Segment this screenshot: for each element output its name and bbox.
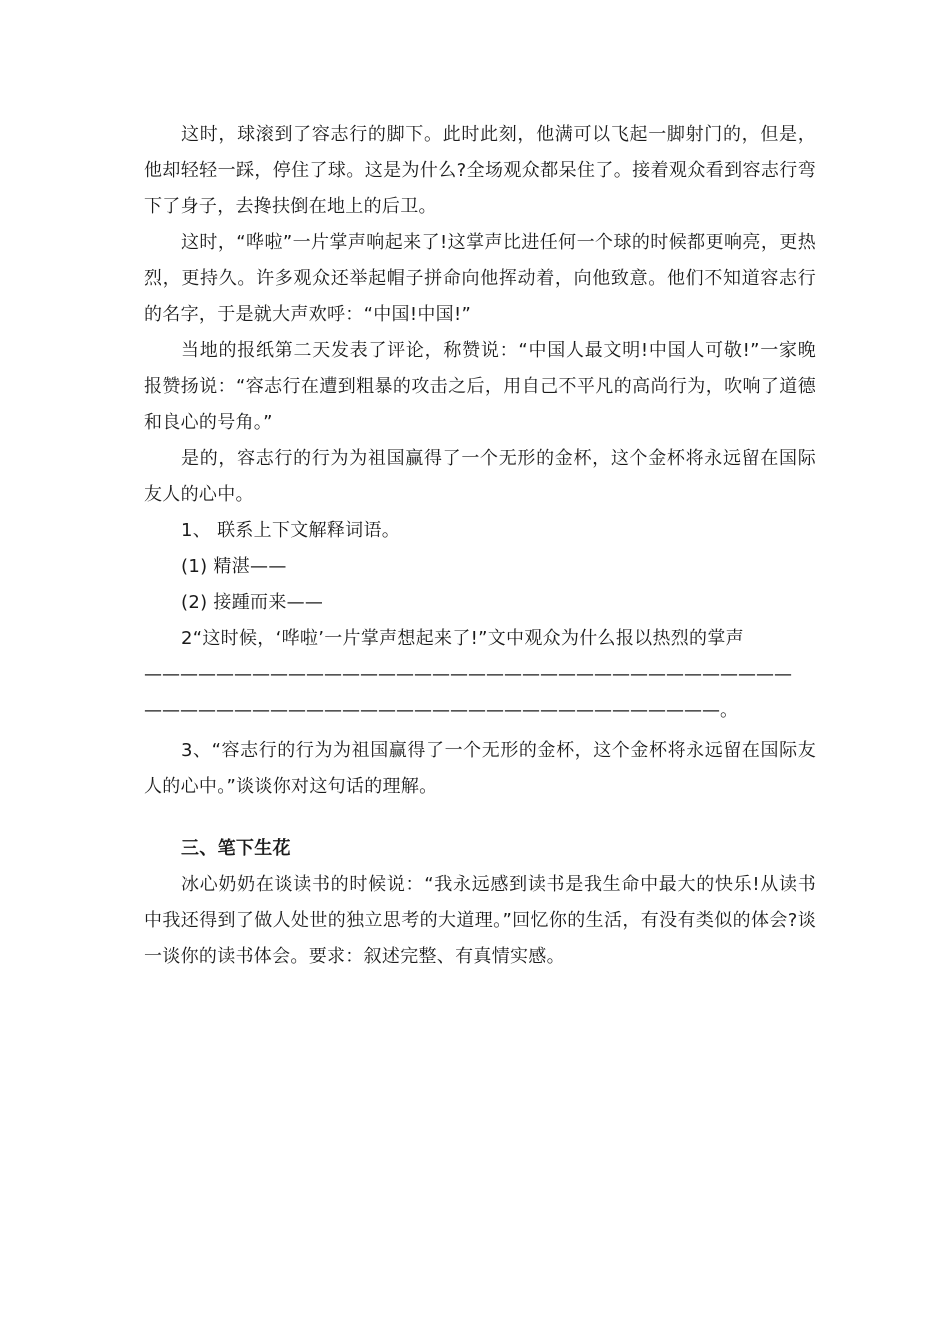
section-title: 三、笔下生花	[181, 838, 291, 859]
reading-paragraph: 这时，“哗啦”一片掌声响起来了!这掌声比进任何一个球的时候都更响亮，更热烈，更持久。许多观众还举起帽子拼命向他挥动着，向他致意。他们不知道容志行的名字，于是就大声欢呼：“中国!中国!”	[144, 232, 816, 325]
question-1-part-2: (2) 接踵而来——	[181, 592, 324, 613]
document-body	[144, 117, 816, 975]
question-1: 1、 联系上下文解释词语。	[181, 520, 401, 541]
question-1-part-1: (1) 精湛——	[181, 556, 287, 577]
answer-blank-line: ————————————————————————————————。	[144, 700, 738, 721]
question-2: 2“这时候，‘哗啦’一片掌声想起来了!”文中观众为什么报以热烈的掌声	[181, 628, 744, 649]
reading-paragraph: 是的，容志行的行为为祖国赢得了一个无形的金杯，这个金杯将永远留在国际友人的心中。	[144, 448, 816, 505]
reading-paragraph: 这时，球滚到了容志行的脚下。此时此刻，他满可以飞起一脚射门的，但是，他却轻轻一踩，停住了球。这是为什么?全场观众都呆住了。接着观众看到容志行弯下了身子，去搀扶倒在地上的后卫。	[144, 124, 816, 217]
question-3: 3、“容志行的行为为祖国赢得了一个无形的金杯，这个金杯将永远留在国际友人的心中。”谈谈你对这句话的理解。	[144, 740, 816, 797]
answer-blank-line: ————————————————————————————————————	[144, 664, 792, 685]
writing-prompt: 冰心奶奶在谈读书的时候说：“我永远感到读书是我生命中最大的快乐!从读书中我还得到了做人处世的独立思考的大道理。”回忆你的生活，有没有类似的体会?谈一谈你的读书体会。要求：叙述完整、有真情实感。	[144, 874, 816, 967]
reading-paragraph: 当地的报纸第二天发表了评论，称赞说：“中国人最文明!中国人可敬!”一家晚报赞扬说：“容志行在遭到粗暴的攻击之后，用自己不平凡的高尚行为，吹响了道德和良心的号角。”	[144, 340, 816, 433]
